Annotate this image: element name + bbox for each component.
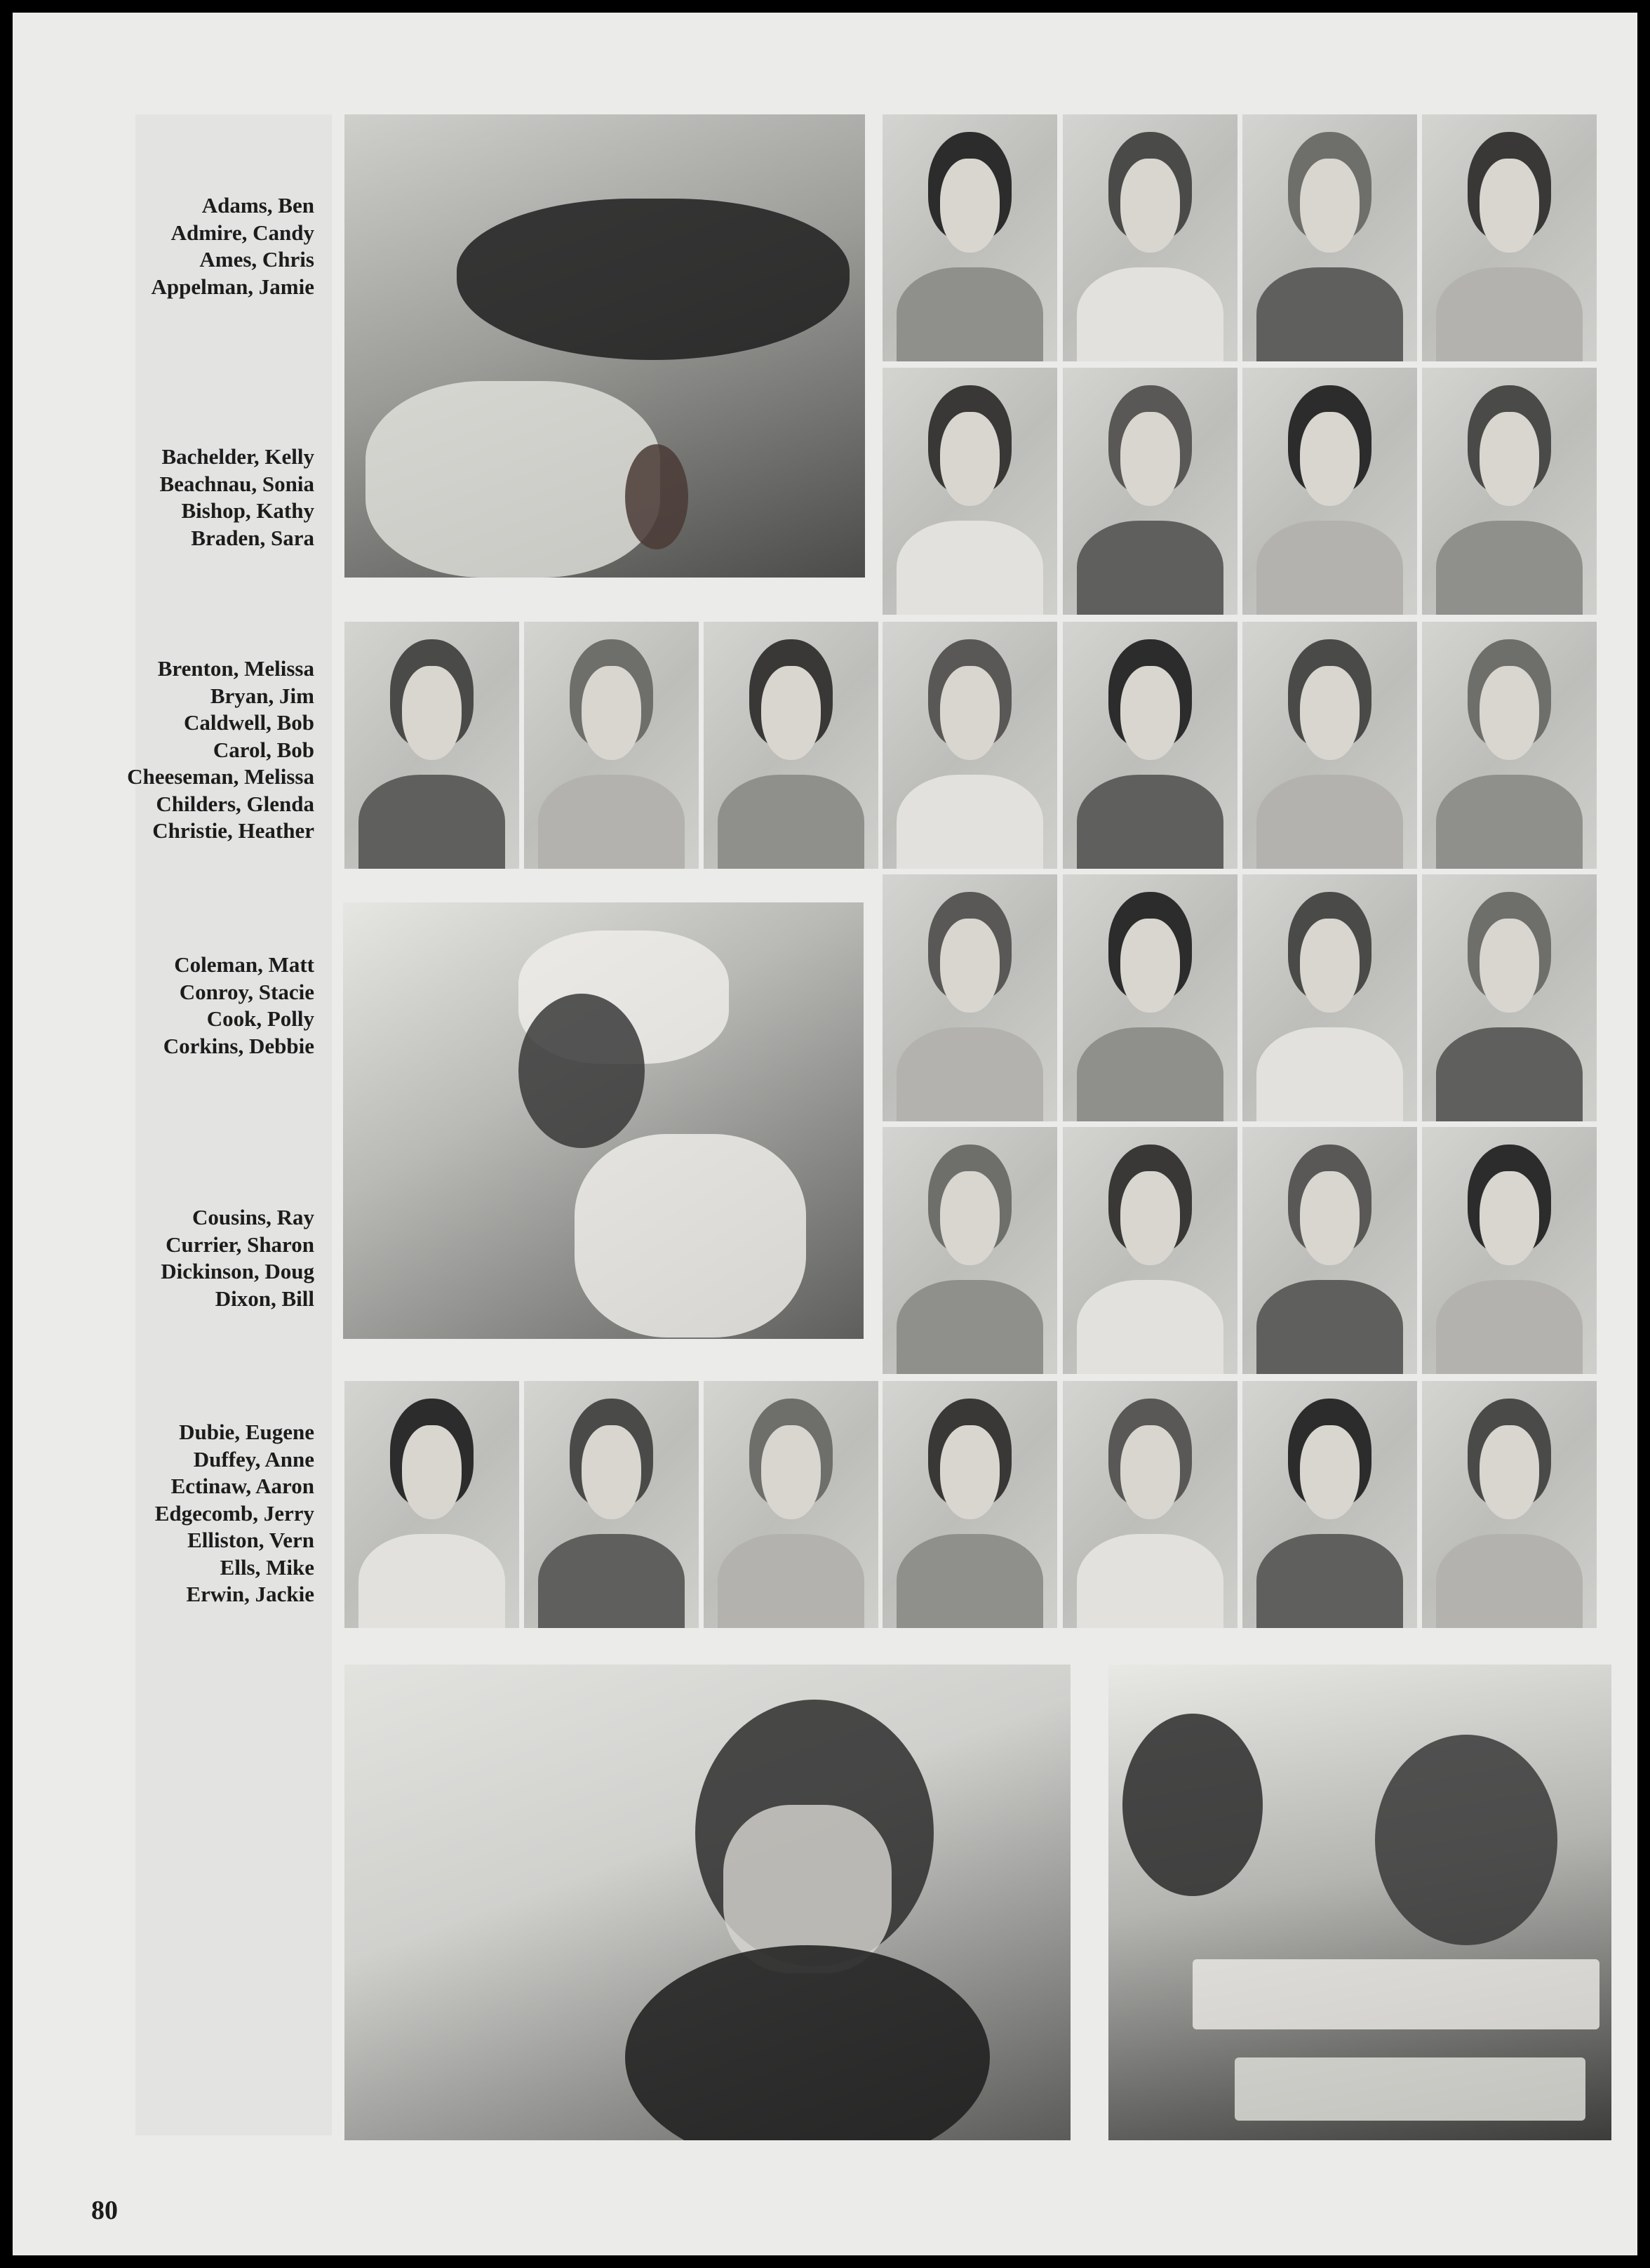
student-name: Dixon, Bill [215,1286,314,1311]
student-name: Ells, Mike [220,1554,314,1580]
student-name: Currier, Sharon [166,1232,314,1257]
student-name: Adams, Ben [201,193,314,218]
student-portrait [1422,114,1597,361]
student-portrait [883,1381,1057,1628]
student-name: Childers, Glenda [156,791,314,816]
student-name: Corkins, Debbie [163,1033,314,1058]
student-name: Dickinson, Doug [161,1259,314,1283]
student-portrait [1242,1127,1417,1374]
sidebar-panel [135,114,332,2135]
student-name: Bishop, Kathy [181,498,314,523]
student-name: Christie, Heather [152,818,314,843]
name-list-group-3 [62,655,314,845]
student-name: Duffey, Anne [193,1446,314,1472]
student-name: Conroy, Stacie [179,979,314,1004]
student-portrait [1063,114,1238,361]
student-portrait [344,622,519,869]
student-portrait [704,622,878,869]
student-name: Bachelder, Kelly [161,444,314,469]
student-portrait [1063,368,1238,615]
student-portrait [883,114,1057,361]
student-portrait [1063,622,1238,869]
student-portrait [1422,368,1597,615]
candid-photo-classroom [1108,1665,1611,2140]
student-name: Brenton, Melissa [157,656,314,681]
student-portrait [883,622,1057,869]
name-list-group-4 [62,952,314,1060]
student-name: Caldwell, Bob [183,710,314,735]
student-name: Edgecomb, Jerry [154,1500,314,1526]
name-list-group-5 [62,1204,314,1312]
student-name: Ectinaw, Aaron [170,1474,314,1498]
student-portrait [524,622,699,869]
student-name: Appelman, Jamie [151,274,314,299]
candid-photo-glasses-student [344,1665,1071,2140]
student-portrait [524,1381,699,1628]
student-portrait [1063,1127,1238,1374]
student-name: Elliston, Vern [187,1528,314,1552]
candid-photo-hat [343,902,864,1339]
student-name: Carol, Bob [213,737,314,762]
student-portrait [1422,1381,1597,1628]
name-list-group-2 [62,443,314,552]
student-portrait [1422,874,1597,1121]
student-portrait [1063,1381,1238,1628]
student-portrait [1063,874,1238,1121]
student-name: Bryan, Jim [210,683,314,708]
student-portrait [1242,368,1417,615]
student-name: Cousins, Ray [192,1205,314,1229]
student-portrait [1422,622,1597,869]
student-portrait [883,874,1057,1121]
yearbook-page [13,13,1637,2255]
student-name: Admire, Candy [170,220,314,245]
student-portrait [1242,874,1417,1121]
student-portrait [883,368,1057,615]
student-name: Coleman, Matt [174,952,314,977]
student-name: Erwin, Jackie [186,1582,314,1606]
student-name: Braden, Sara [191,525,314,550]
candid-photo-sunglasses [344,114,865,578]
page-number: 80 [91,2196,118,2225]
student-portrait [1242,622,1417,869]
student-portrait [1422,1127,1597,1374]
student-name: Beachnau, Sonia [159,471,314,496]
student-name: Dubie, Eugene [179,1420,314,1444]
student-name: Cook, Polly [206,1006,314,1031]
name-list-group-1 [62,192,314,300]
student-portrait [883,1127,1057,1374]
student-portrait [704,1381,878,1628]
student-name: Ames, Chris [199,247,314,272]
student-name: Cheeseman, Melissa [127,764,314,789]
student-portrait [1242,114,1417,361]
student-portrait [1242,1381,1417,1628]
name-list-group-6 [62,1419,314,1608]
student-portrait [344,1381,519,1628]
